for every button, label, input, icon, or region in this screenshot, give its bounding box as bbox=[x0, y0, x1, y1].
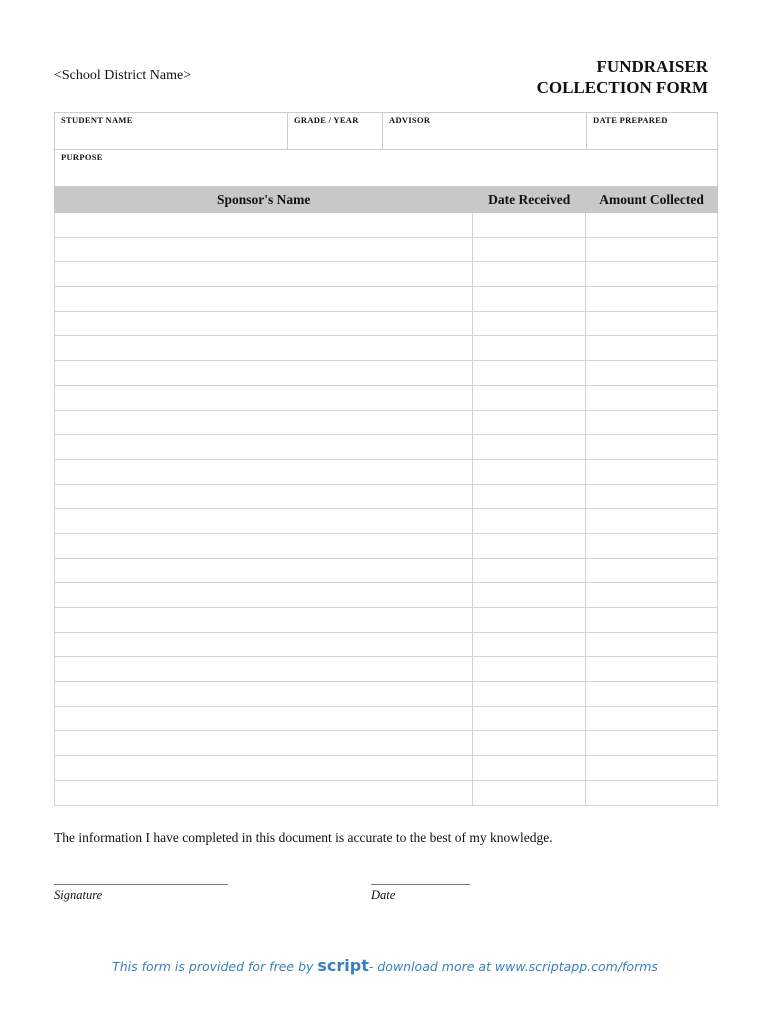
date-received-cell[interactable] bbox=[473, 459, 586, 484]
purpose-label: PURPOSE bbox=[61, 152, 103, 162]
sponsor-name-cell[interactable] bbox=[55, 608, 473, 633]
date-received-cell[interactable] bbox=[473, 213, 586, 238]
sponsor-name-cell[interactable] bbox=[55, 632, 473, 657]
table-row bbox=[55, 558, 718, 583]
sponsor-name-cell[interactable] bbox=[55, 484, 473, 509]
collection-table bbox=[54, 187, 718, 806]
grade-year-label: GRADE / YEAR bbox=[294, 115, 359, 125]
table-row bbox=[55, 410, 718, 435]
amount-collected-cell[interactable] bbox=[586, 385, 718, 410]
table-row bbox=[55, 262, 718, 287]
table-row bbox=[55, 311, 718, 336]
date-received-cell[interactable] bbox=[473, 237, 586, 262]
amount-collected-cell[interactable] bbox=[586, 731, 718, 756]
amount-collected-cell[interactable] bbox=[586, 608, 718, 633]
column-header-sponsor-name: Sponsor's Name bbox=[55, 188, 473, 213]
amount-collected-cell[interactable] bbox=[586, 558, 718, 583]
table-row bbox=[55, 435, 718, 460]
date-received-cell[interactable] bbox=[473, 780, 586, 805]
amount-collected-cell[interactable] bbox=[586, 237, 718, 262]
amount-collected-cell[interactable] bbox=[586, 484, 718, 509]
sponsor-name-cell[interactable] bbox=[55, 385, 473, 410]
amount-collected-cell[interactable] bbox=[586, 682, 718, 707]
sponsor-name-cell[interactable] bbox=[55, 706, 473, 731]
footer-suffix: - download more at www.scriptapp.com/forms bbox=[368, 959, 658, 974]
date-prepared-field[interactable] bbox=[586, 112, 718, 150]
date-received-cell[interactable] bbox=[473, 657, 586, 682]
amount-collected-cell[interactable] bbox=[586, 262, 718, 287]
sponsor-name-cell[interactable] bbox=[55, 287, 473, 312]
table-row bbox=[55, 385, 718, 410]
date-received-cell[interactable] bbox=[473, 558, 586, 583]
grade-year-field[interactable] bbox=[287, 112, 383, 150]
sponsor-name-cell[interactable] bbox=[55, 780, 473, 805]
form-title bbox=[537, 56, 708, 98]
date-label: Date bbox=[371, 888, 396, 902]
date-line[interactable] bbox=[371, 884, 470, 885]
date-received-cell[interactable] bbox=[473, 706, 586, 731]
purpose-field[interactable] bbox=[54, 149, 718, 187]
date-received-cell[interactable] bbox=[473, 731, 586, 756]
table-row bbox=[55, 533, 718, 558]
footer-note bbox=[0, 956, 770, 975]
amount-collected-cell[interactable] bbox=[586, 410, 718, 435]
sponsor-name-cell[interactable] bbox=[55, 657, 473, 682]
date-received-cell[interactable] bbox=[473, 361, 586, 386]
date-received-cell[interactable] bbox=[473, 311, 586, 336]
amount-collected-cell[interactable] bbox=[586, 435, 718, 460]
sponsor-name-cell[interactable] bbox=[55, 361, 473, 386]
student-name-label: STUDENT NAME bbox=[61, 115, 133, 125]
student-name-field[interactable] bbox=[54, 112, 288, 150]
amount-collected-cell[interactable] bbox=[586, 459, 718, 484]
date-received-cell[interactable] bbox=[473, 583, 586, 608]
school-district-name: <School District Name> bbox=[54, 68, 192, 83]
date-received-cell[interactable] bbox=[473, 262, 586, 287]
table-row bbox=[55, 706, 718, 731]
date-prepared-label: DATE PREPARED bbox=[593, 115, 668, 125]
amount-collected-cell[interactable] bbox=[586, 657, 718, 682]
sponsor-name-cell[interactable] bbox=[55, 459, 473, 484]
table-row bbox=[55, 657, 718, 682]
script-brand-logo: script bbox=[317, 956, 369, 975]
title-line-1: FUNDRAISER bbox=[596, 57, 708, 76]
table-header-row bbox=[55, 188, 718, 213]
table-row bbox=[55, 287, 718, 312]
date-received-cell[interactable] bbox=[473, 435, 586, 460]
table-row bbox=[55, 682, 718, 707]
amount-collected-cell[interactable] bbox=[586, 361, 718, 386]
table-row bbox=[55, 459, 718, 484]
sponsor-name-cell[interactable] bbox=[55, 410, 473, 435]
accuracy-statement: The information I have completed in this document is accurate to the best of my knowledge. bbox=[54, 830, 553, 845]
sponsor-name-cell[interactable] bbox=[55, 311, 473, 336]
table-row bbox=[55, 213, 718, 238]
sponsor-name-cell[interactable] bbox=[55, 237, 473, 262]
date-received-cell[interactable] bbox=[473, 484, 586, 509]
amount-collected-cell[interactable] bbox=[586, 287, 718, 312]
advisor-label: ADVISOR bbox=[389, 115, 431, 125]
table-row bbox=[55, 509, 718, 534]
sponsor-name-cell[interactable] bbox=[55, 533, 473, 558]
date-received-cell[interactable] bbox=[473, 385, 586, 410]
sponsor-name-cell[interactable] bbox=[55, 682, 473, 707]
sponsor-name-cell[interactable] bbox=[55, 509, 473, 534]
date-received-cell[interactable] bbox=[473, 509, 586, 534]
table-row bbox=[55, 336, 718, 361]
amount-collected-cell[interactable] bbox=[586, 632, 718, 657]
sponsor-name-cell[interactable] bbox=[55, 731, 473, 756]
date-received-cell[interactable] bbox=[473, 410, 586, 435]
date-received-cell[interactable] bbox=[473, 756, 586, 781]
date-received-cell[interactable] bbox=[473, 632, 586, 657]
table-row bbox=[55, 756, 718, 781]
sponsor-name-cell[interactable] bbox=[55, 213, 473, 238]
table-row bbox=[55, 583, 718, 608]
amount-collected-cell[interactable] bbox=[586, 311, 718, 336]
amount-collected-cell[interactable] bbox=[586, 533, 718, 558]
sponsor-name-cell[interactable] bbox=[55, 558, 473, 583]
date-received-cell[interactable] bbox=[473, 287, 586, 312]
amount-collected-cell[interactable] bbox=[586, 756, 718, 781]
table-row bbox=[55, 484, 718, 509]
table-row bbox=[55, 237, 718, 262]
amount-collected-cell[interactable] bbox=[586, 336, 718, 361]
table-row bbox=[55, 632, 718, 657]
amount-collected-cell[interactable] bbox=[586, 780, 718, 805]
date-received-cell[interactable] bbox=[473, 336, 586, 361]
column-header-date-received: Date Received bbox=[473, 188, 586, 213]
sponsor-name-cell[interactable] bbox=[55, 435, 473, 460]
table-row bbox=[55, 780, 718, 805]
date-received-cell[interactable] bbox=[473, 533, 586, 558]
date-received-cell[interactable] bbox=[473, 608, 586, 633]
signature-line[interactable] bbox=[54, 884, 228, 885]
amount-collected-cell[interactable] bbox=[586, 213, 718, 238]
footer-prefix: This form is provided for free by bbox=[112, 959, 318, 974]
sponsor-name-cell[interactable] bbox=[55, 262, 473, 287]
column-header-amount-collected: Amount Collected bbox=[586, 188, 718, 213]
table-row bbox=[55, 608, 718, 633]
sponsor-name-cell[interactable] bbox=[55, 336, 473, 361]
sponsor-name-cell[interactable] bbox=[55, 756, 473, 781]
amount-collected-cell[interactable] bbox=[586, 706, 718, 731]
table-row bbox=[55, 731, 718, 756]
date-received-cell[interactable] bbox=[473, 682, 586, 707]
advisor-field[interactable] bbox=[382, 112, 587, 150]
table-row bbox=[55, 361, 718, 386]
title-line-2: COLLECTION FORM bbox=[536, 78, 708, 97]
amount-collected-cell[interactable] bbox=[586, 509, 718, 534]
sponsor-name-cell[interactable] bbox=[55, 583, 473, 608]
amount-collected-cell[interactable] bbox=[586, 583, 718, 608]
signature-label: Signature bbox=[54, 888, 103, 902]
